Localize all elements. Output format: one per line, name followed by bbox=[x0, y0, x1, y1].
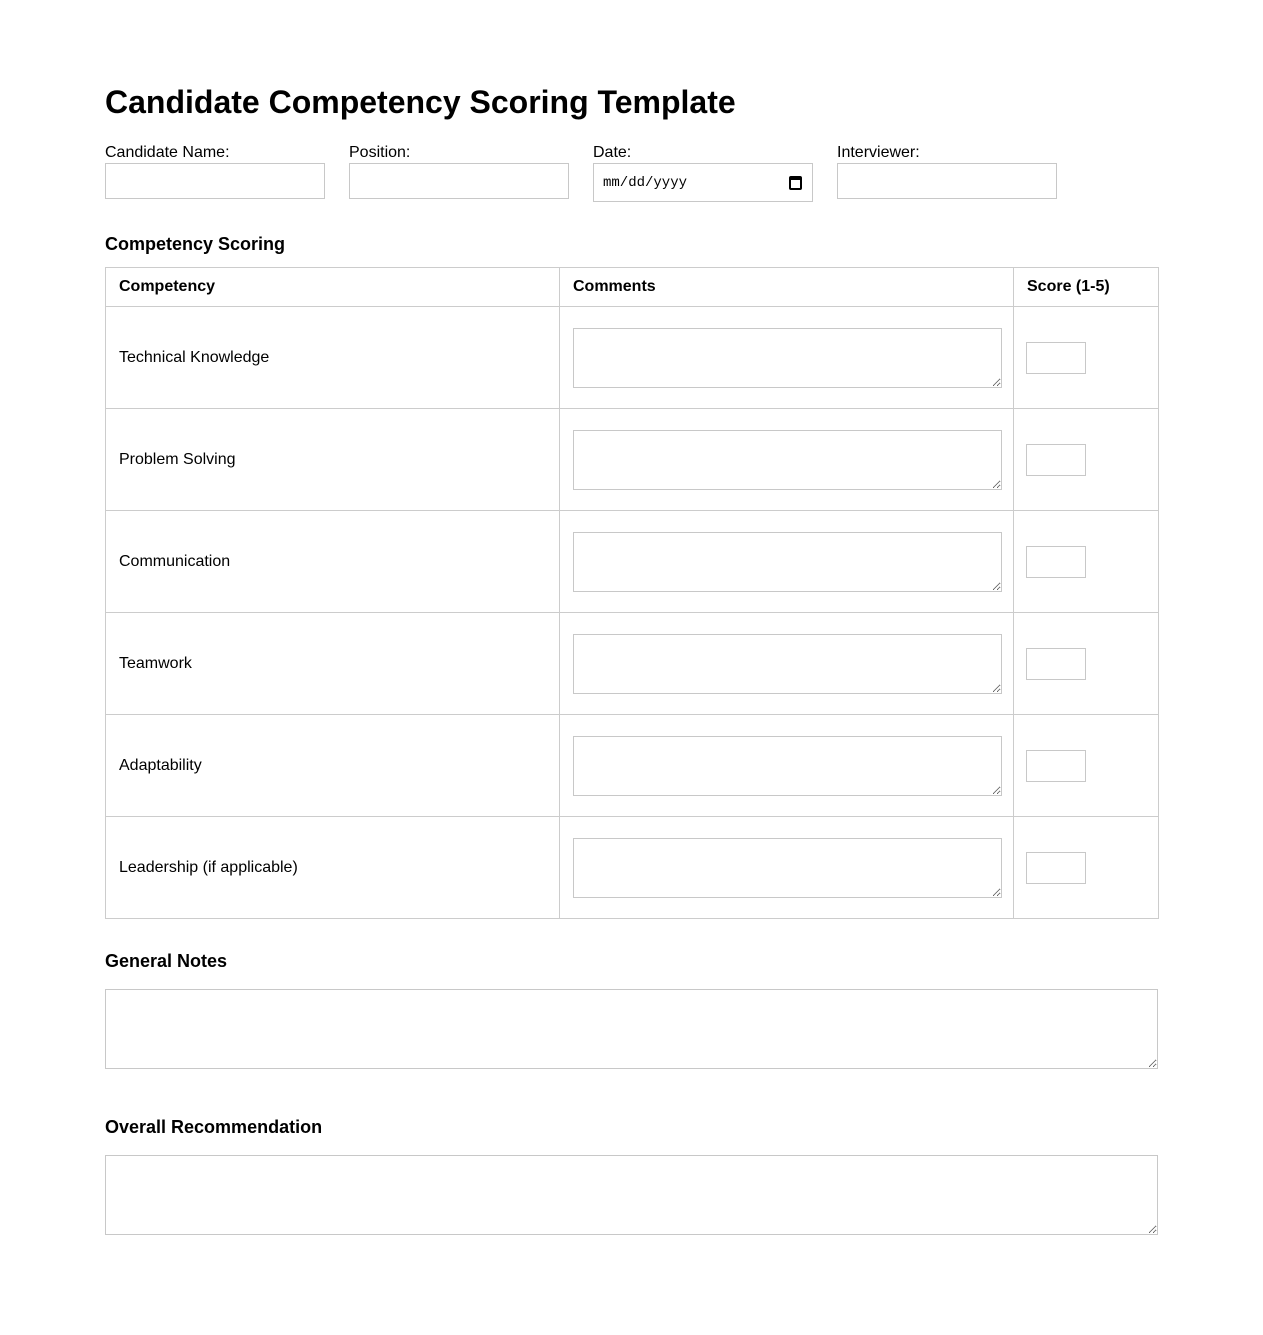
comments-textarea[interactable] bbox=[573, 532, 1002, 592]
competency-name: Adaptability bbox=[106, 715, 560, 817]
date-input[interactable] bbox=[593, 163, 813, 202]
column-header-comments: Comments bbox=[560, 268, 1014, 307]
interviewer-input[interactable] bbox=[837, 163, 1057, 199]
overall-recommendation-textarea[interactable] bbox=[105, 1155, 1158, 1235]
interviewer-label: Interviewer: bbox=[837, 144, 920, 161]
comments-cell bbox=[560, 613, 1014, 715]
comments-cell bbox=[560, 511, 1014, 613]
position-label: Position: bbox=[349, 144, 411, 161]
table-row bbox=[106, 715, 1159, 817]
column-header-score: Score (1-5) bbox=[1014, 268, 1159, 307]
position-input[interactable] bbox=[349, 163, 569, 199]
competency-name: Problem Solving bbox=[106, 409, 560, 511]
competency-scoring-heading: Competency Scoring bbox=[105, 234, 286, 254]
candidate-name-input[interactable] bbox=[105, 163, 325, 199]
comments-cell bbox=[560, 307, 1014, 409]
candidate-info-fields bbox=[105, 144, 1057, 202]
page-title: Candidate Competency Scoring Template bbox=[105, 84, 736, 120]
table-row bbox=[106, 409, 1159, 511]
comments-cell bbox=[560, 715, 1014, 817]
comments-cell bbox=[560, 817, 1014, 919]
comments-textarea[interactable] bbox=[573, 838, 1002, 898]
overall-recommendation-heading: Overall Recommendation bbox=[105, 1117, 323, 1137]
general-notes-heading: General Notes bbox=[105, 951, 228, 971]
calendar-icon[interactable] bbox=[789, 176, 802, 190]
candidate-name-field bbox=[105, 144, 325, 202]
date-label: Date: bbox=[593, 144, 632, 161]
table-header-row bbox=[106, 268, 1159, 307]
score-input[interactable] bbox=[1026, 342, 1086, 374]
competency-name: Leadership (if applicable) bbox=[106, 817, 560, 919]
competency-name: Teamwork bbox=[106, 613, 560, 715]
comments-textarea[interactable] bbox=[573, 736, 1002, 796]
candidate-name-label: Candidate Name: bbox=[105, 144, 230, 161]
score-input[interactable] bbox=[1026, 852, 1086, 884]
comments-cell bbox=[560, 409, 1014, 511]
competency-name: Communication bbox=[106, 511, 560, 613]
competency-name: Technical Knowledge bbox=[106, 307, 560, 409]
table-row bbox=[106, 817, 1159, 919]
score-cell bbox=[1014, 613, 1159, 715]
general-notes-textarea[interactable] bbox=[105, 989, 1158, 1069]
score-input[interactable] bbox=[1026, 546, 1086, 578]
score-input[interactable] bbox=[1026, 648, 1086, 680]
score-input[interactable] bbox=[1026, 750, 1086, 782]
comments-textarea[interactable] bbox=[573, 430, 1002, 490]
date-placeholder: mm/dd/yyyy bbox=[603, 174, 688, 191]
table-row bbox=[106, 511, 1159, 613]
score-cell bbox=[1014, 715, 1159, 817]
score-cell bbox=[1014, 817, 1159, 919]
comments-textarea[interactable] bbox=[573, 634, 1002, 694]
date-field bbox=[593, 144, 813, 202]
score-cell bbox=[1014, 409, 1159, 511]
position-field bbox=[349, 144, 569, 202]
table-row bbox=[106, 613, 1159, 715]
interviewer-field bbox=[837, 144, 1057, 202]
score-cell bbox=[1014, 511, 1159, 613]
comments-textarea[interactable] bbox=[573, 328, 1002, 388]
score-input[interactable] bbox=[1026, 444, 1086, 476]
table-row bbox=[106, 307, 1159, 409]
column-header-competency: Competency bbox=[106, 268, 560, 307]
score-cell bbox=[1014, 307, 1159, 409]
competency-table bbox=[105, 267, 1159, 919]
